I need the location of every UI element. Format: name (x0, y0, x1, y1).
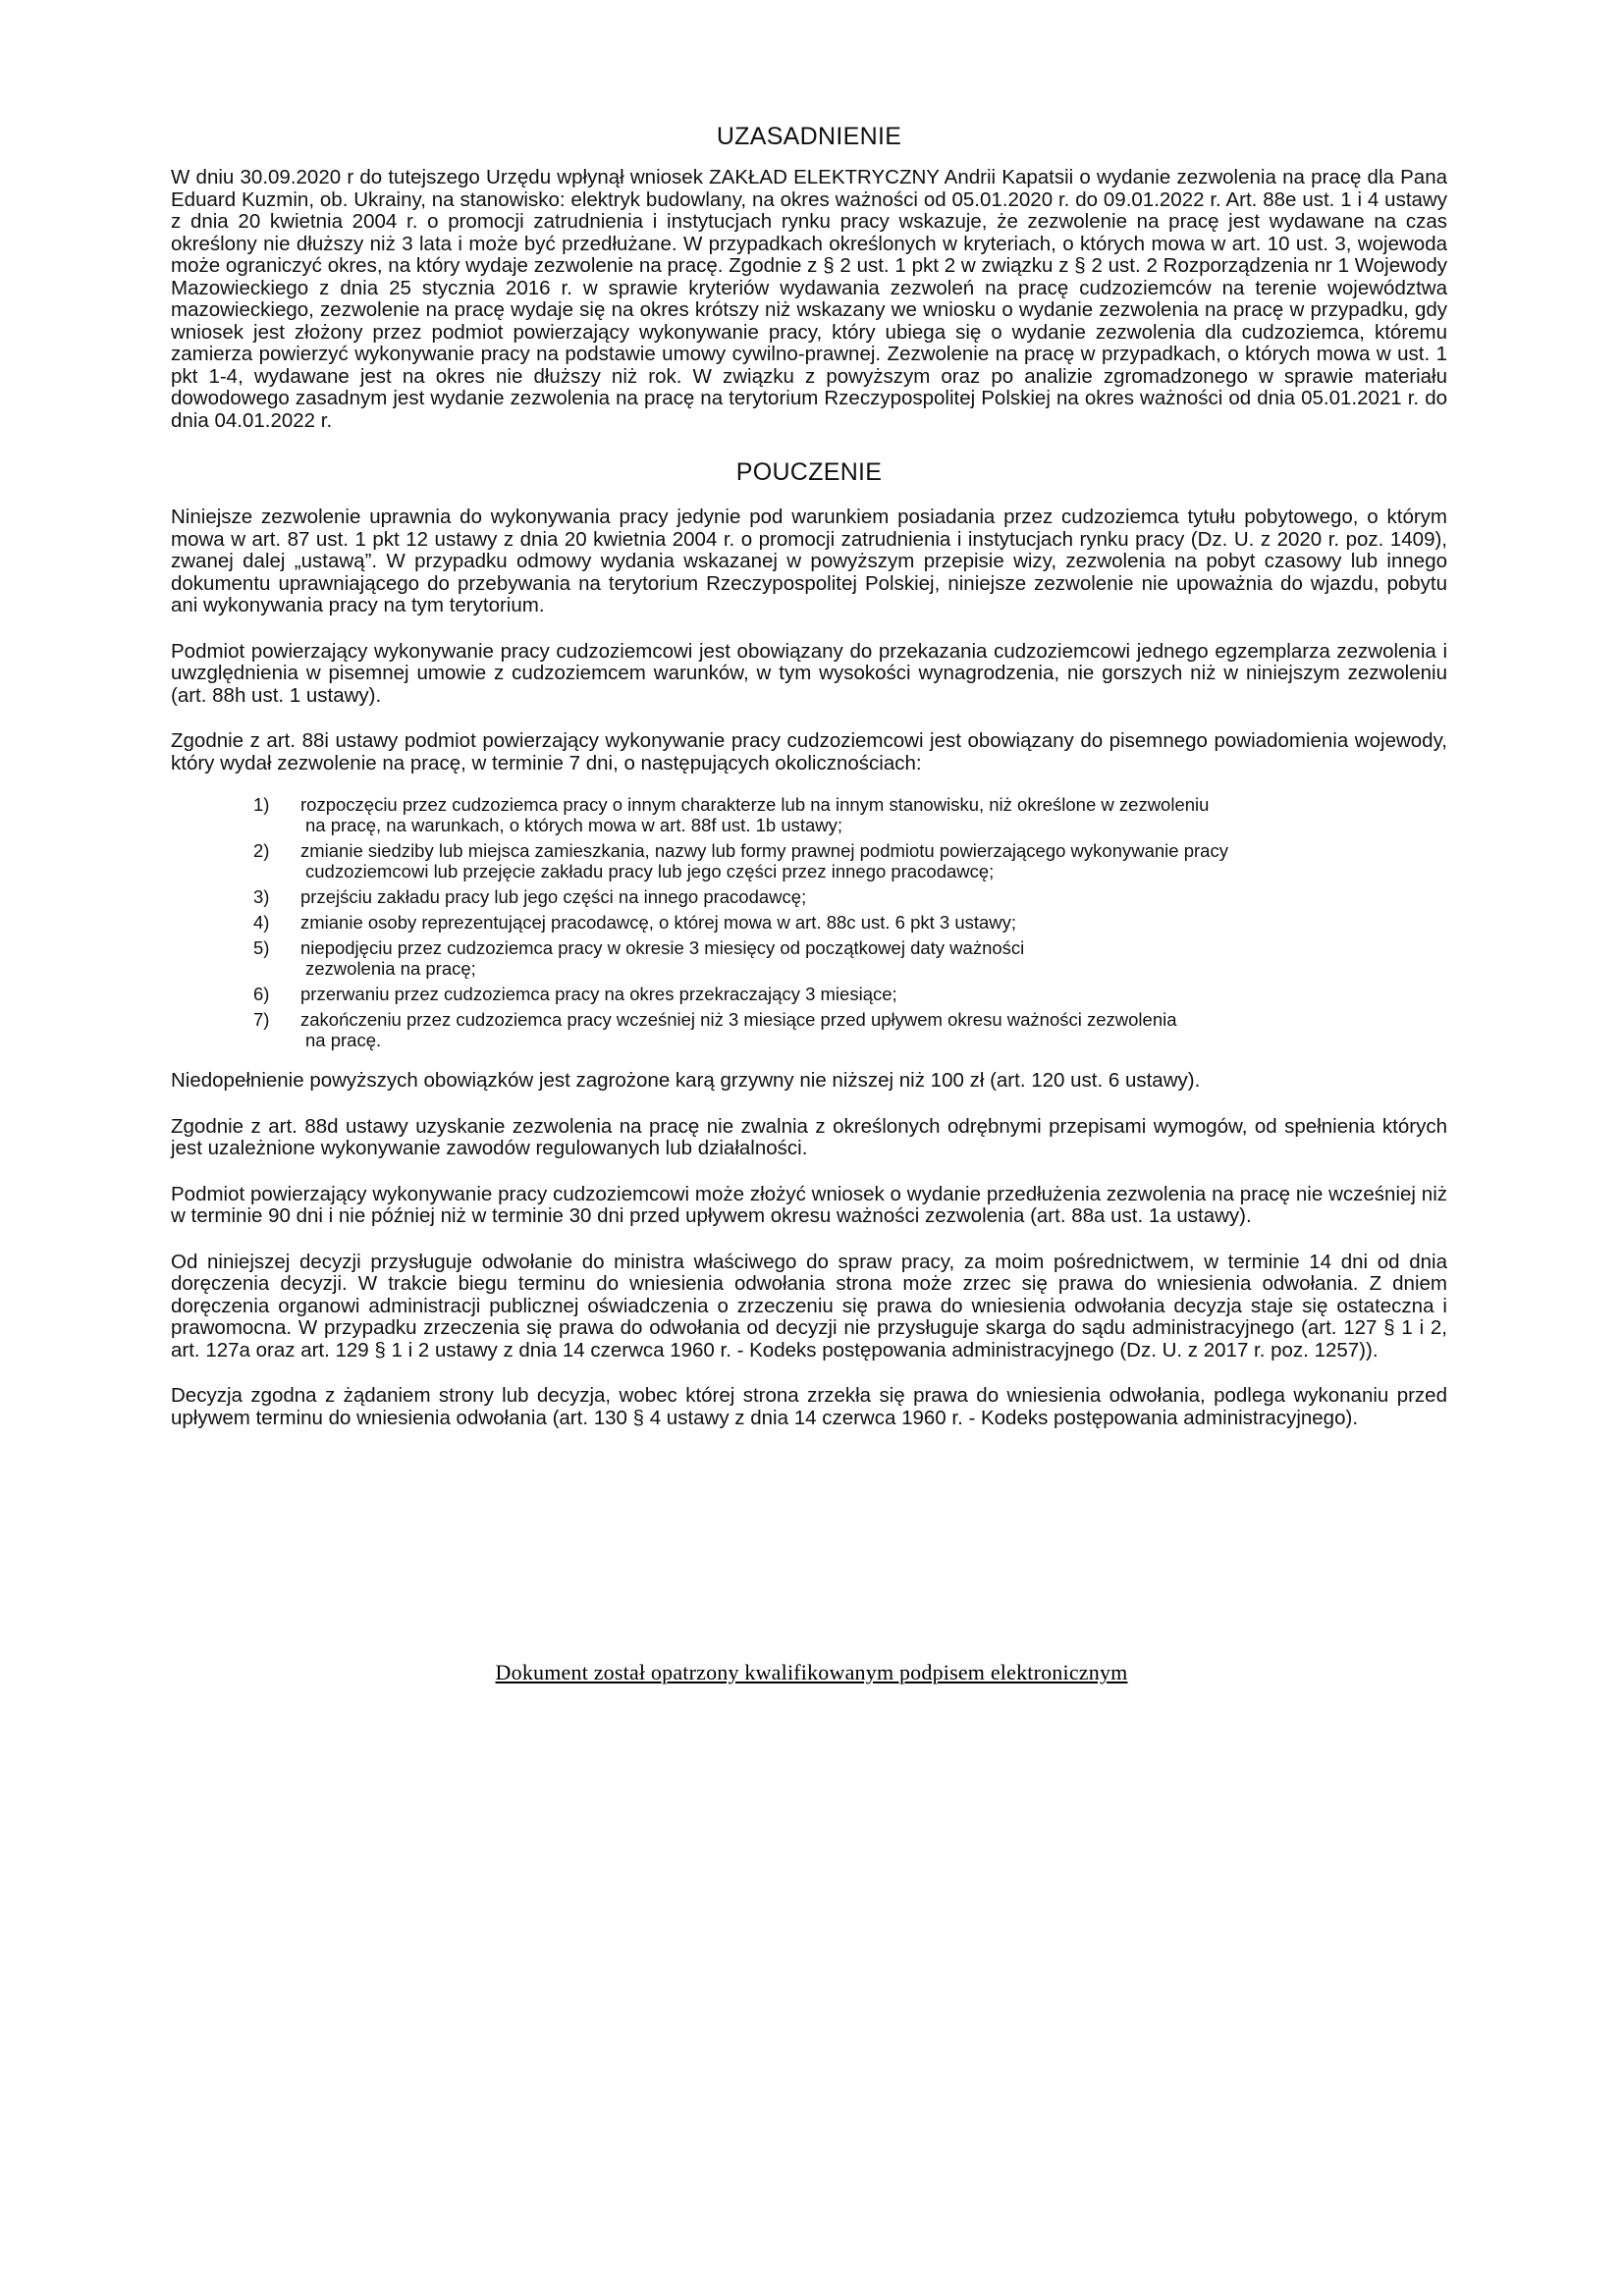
list-item (253, 912, 1400, 933)
instruction-paragraph-3: Zgodnie z art. 88i ustawy podmiot powierzający wykonywanie pracy cudzoziemcowi jest obowiązany do pisemnego powiadomienia wojewody, który wydał zezwolenie na pracę, w terminie 7 dni, o następujących okolicznościach: (171, 729, 1447, 774)
instruction-paragraph-5: Zgodnie z art. 88d ustawy uzyskanie zezwolenia na pracę nie zwalnia z określonych odrębnymi przepisami wymogów, od spełnienia których jest uzależnione wykonywanie zawodów regulowanych lub działalności. (171, 1114, 1447, 1159)
list-item (253, 886, 1400, 907)
document-page (171, 116, 1447, 1429)
list-item-number: 1) (253, 794, 270, 815)
list-item-text: niepodjęciu przez cudzoziemca pracy w okresie 3 miesięcy od początkowej daty ważności (300, 937, 1025, 958)
list-item-text: przerwaniu przez cudzoziemca pracy na okres przekraczający 3 miesiące; (300, 984, 897, 1004)
list-item-number: 5) (253, 937, 270, 958)
list-item-text: zakończeniu przez cudzoziemca pracy wcześniej niż 3 miesiące przed upływem okresu ważności zezwolenia (300, 1009, 1177, 1030)
list-item-text: zmianie osoby reprezentującej pracodawcę, o której mowa w art. 88c ust. 6 pkt 3 ustawy; (300, 912, 1017, 933)
instruction-paragraph-4: Niedopełnienie powyższych obowiązków jest zagrożone karą grzywny nie niższej niż 100 zł (art. 120 ust. 6 ustawy). (171, 1069, 1201, 1092)
list-item-number: 2) (253, 840, 270, 861)
list-item-continuation: cudzoziemcowi lub przejęcie zakładu pracy lub jego części przez innego pracodawcę; (305, 861, 995, 881)
instruction-paragraph-2: Podmiot powierzający wykonywanie pracy cudzoziemcowi jest obowiązany do przekazania cudzoziemcowi jednego egzemplarza zezwolenia i uwzględnienia w pisemnej umowie z cudzoziemcem warunków, w tym wysokości wynagrodzenia, nie gorszych niż w niniejszym zezwoleniu (art. 88h ust. 1 ustawy). (171, 639, 1447, 707)
obligations-list (171, 794, 1447, 1050)
list-item (253, 937, 1400, 979)
justification-paragraph: W dniu 30.09.2020 r do tutejszego Urzędu wpłynął wniosek ZAKŁAD ELEKTRYCZNY Andrii Kapatsii o wydanie zezwolenia na pracę dla Pana Eduard Kuzmin, ob. Ukrainy, na stanowisko: elektryk budowlany, na okres ważności od 05.01.2020 r. do 09.01.2022 r. Art. 88e ust. 1 i 4 ustawy z dnia 20 kwietnia 2004 r. o promocji zatrudnienia i instytucjach rynku pracy wskazuje, że zezwolenie na pracę jest wydawane na czas określony nie dłuższy niż 3 lata i może być przedłużane. W przypadkach określonych w kryteriach, o których mowa w art. 10 ust. 3, wojewoda może ograniczyć okres, na który wydaje zezwolenie na pracę. Zgodnie z § 2 ust. 1 pkt 2 w związku z § 2 ust. 2 Rozporządzenia nr 1 Wojewody Mazowieckiego z dnia 25 stycznia 2016 r. w sprawie kryteriów wydawania zezwoleń na pracę cudzoziemców na terenie województwa mazowieckiego, zezwolenie na pracę wydaje się na okres krótszy niż wskazany we wniosku o wydanie zezwolenia na pracę w przypadku, gdy wniosek jest złożony przez podmiot powierzający wykonywanie pracy, który ubiega się o wydanie zezwolenia dla cudzoziemca, któremu zamierza powierzyć wykonywanie pracy na podstawie umowy cywilno-prawnej. Zezwolenie na pracę w przypadkach, o których mowa w ust. 1 pkt 1-4, wydawane jest na okres nie dłuższy niż rok. W związku z powyższym oraz po analizie zgromadzonego w sprawie materiału dowodowego zasadnym jest wydanie zezwolenia na pracę na terytorium Rzeczypospolitej Polskiej na okres ważności od dnia 05.01.2021 r. do dnia 04.01.2022 r. (171, 166, 1447, 432)
list-item (253, 984, 1400, 1004)
list-item-text: przejściu zakładu pracy lub jego części na innego pracodawcę; (300, 886, 807, 907)
list-item-number: 6) (253, 984, 270, 1004)
list-item-continuation: zezwolenia na pracę; (305, 958, 476, 979)
list-item-number: 3) (253, 886, 270, 907)
instruction-paragraph-8: Decyzja zgodna z żądaniem strony lub decyzja, wobec której strona zrzekła się prawa do wniesienia odwołania, podlega wykonaniu przed upływem terminu do wniesienia odwołania (art. 130 § 4 ustawy z dnia 14 czerwca 1960 r. - Kodeks postępowania administracyjnego). (171, 1384, 1447, 1429)
list-item-continuation: na pracę. (305, 1030, 382, 1050)
justification-heading: UZASADNIENIE (716, 123, 902, 150)
instruction-paragraph-7: Od niniejszej decyzji przysługuje odwołanie do ministra właściwego do spraw pracy, za moim pośrednictwem, w terminie 14 dni od dnia doręczenia decyzji. W trakcie biegu terminu do wniesienia odwołania strona może zrzec się prawa do wniesienia odwołania. Z dniem doręczenia organowi administracji publicznej oświadczenia o zrzeczeniu się prawa do wniesienia odwołania decyzja staje się ostateczna i prawomocna. W przypadku zrzeczenia się prawa do odwołania od decyzji nie przysługuje skarga do sądu administracyjnego (art. 127 § 1 i 2, art. 127a oraz art. 129 § 1 i 2 ustawy z dnia 14 czerwca 1960 r. - Kodeks postępowania administracyjnego (Dz. U. z 2017 r. poz. 1257)). (171, 1250, 1447, 1362)
instruction-heading: POUCZENIE (735, 458, 883, 486)
list-item-text: rozpoczęciu przez cudzoziemca pracy o innym charakterze lub na innym stanowisku, niż określone w zezwoleniu (300, 794, 1210, 815)
electronic-signature-note: Dokument został opatrzony kwalifikowanym podpisem elektronicznym (495, 1660, 1128, 1684)
list-item-text: zmianie siedziby lub miejsca zamieszkania, nazwy lub formy prawnej podmiotu powierzającego wykonywanie pracy (300, 840, 1228, 861)
instruction-paragraph-1: Niniejsze zezwolenie uprawnia do wykonywania pracy jedynie pod warunkiem posiadania przez cudzoziemca tytułu pobytowego, o którym mowa w art. 87 ust. 1 pkt 12 ustawy z dnia 20 kwietnia 2004 r. o promocji zatrudnienia i instytucjach rynku pracy (Dz. U. z 2020 r. poz. 1409), zwanej dalej „ustawą”. W przypadku odmowy wydania wskazanej w powyższym przepisie wizy, zezwolenia na pobyt czasowy lub innego dokumentu uprawniającego do przebywania na terytorium Rzeczypospolitej Polskiej, niniejsze zezwolenie nie upoważnia do wjazdu, pobytu ani wykonywania pracy na tym terytorium. (171, 506, 1447, 616)
list-item-number: 4) (253, 912, 270, 933)
list-item (253, 1009, 1400, 1050)
list-item (253, 840, 1400, 881)
instruction-paragraph-6: Podmiot powierzający wykonywanie pracy cudzoziemcowi może złożyć wniosek o wydanie przedłużenia zezwolenia na pracę nie wcześniej niż w terminie 90 dni i nie później niż w terminie 30 dni przed upływem okresu ważności zezwolenia (art. 88a ust. 1a ustawy). (171, 1182, 1447, 1227)
list-item-continuation: na pracę, na warunkach, o których mowa w art. 88f ust. 1b ustawy; (305, 815, 843, 835)
list-item-number: 7) (253, 1009, 270, 1030)
list-item (253, 794, 1400, 835)
